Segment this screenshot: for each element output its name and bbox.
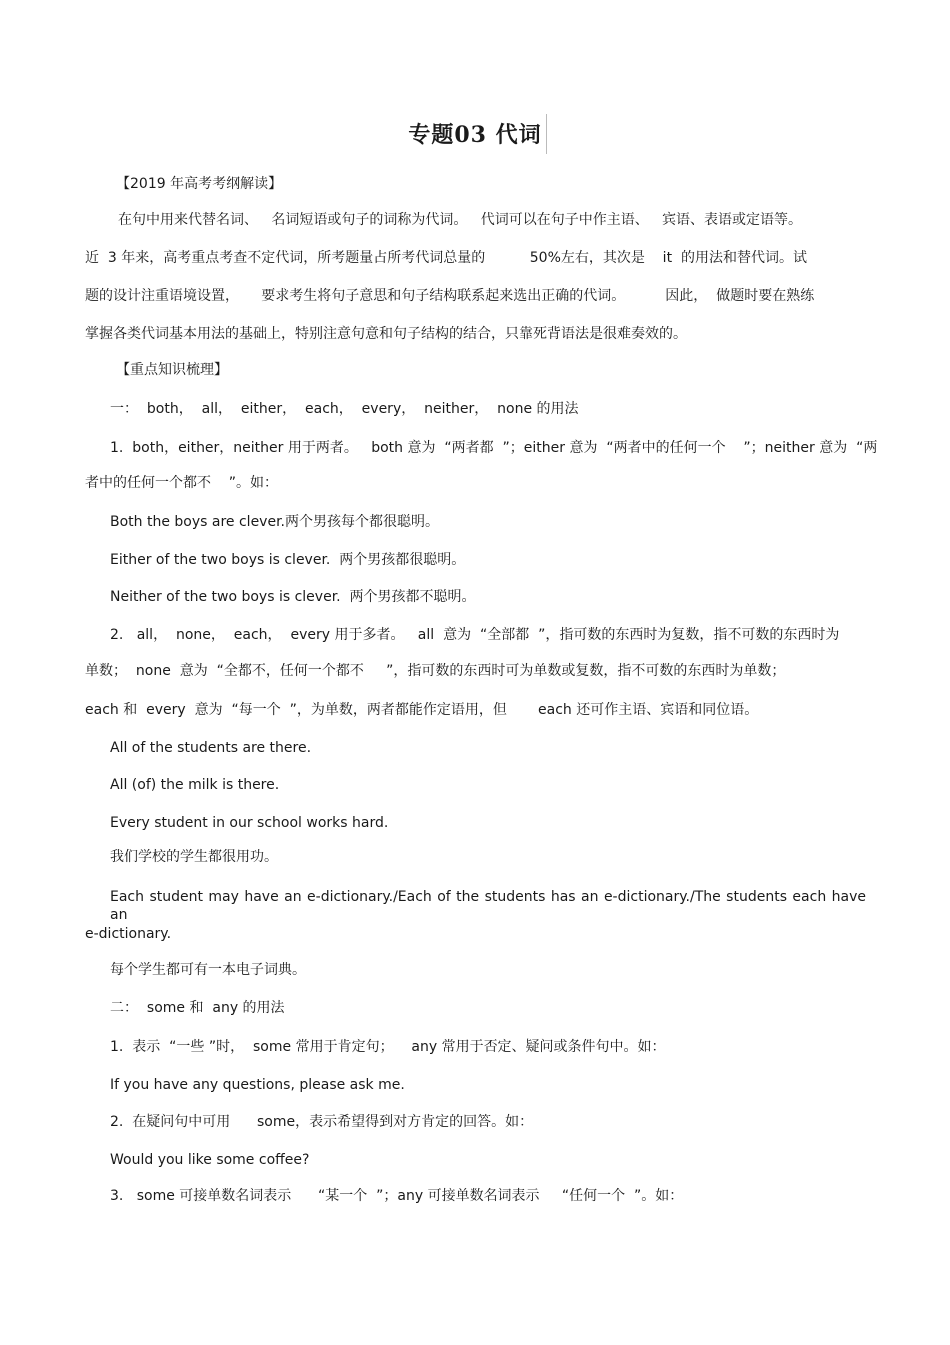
heading-some-any: 二： some 和 any 的用法 — [110, 1000, 285, 1016]
example-either: Either of the two boys is clever. 两个男孩都很聪明。 — [110, 552, 466, 568]
example-every-student: Every student in our school works hard. — [110, 815, 389, 831]
note-1-line-2: 者中的任何一个都不 ”。如： — [85, 475, 279, 491]
heading-both-all: 一： both， all， either， each， every， neither， none 的用法 — [110, 401, 579, 417]
example-every-translation: 我们学校的学生都很用功。 — [110, 849, 278, 865]
note-2-line-3: each 和 every 意为 “每一个 ”，为单数，两者都能作定语用，但 each 还可作主语、宾语和同位语。 — [85, 702, 759, 718]
title-container — [0, 118, 950, 149]
example-all-students: All of the students are there. — [110, 740, 312, 756]
example-neither: Neither of the two boys is clever. 两个男孩都不聪明。 — [110, 589, 476, 605]
text-cursor-divider — [546, 114, 547, 154]
some-note-3: 3. some 可接单数名词表示 “某一个 ”；any 可接单数名词表示 “任何一个 ”。如： — [110, 1188, 684, 1204]
example-both: Both the boys are clever.两个男孩每个都很聪明。 — [110, 514, 439, 530]
some-example-2: Would you like some coffee? — [110, 1152, 310, 1168]
note-1-line-1: 1. both，either，neither 用于两者。 both 意为 “两者都 ”；either 意为 “两者中的任何一个 ”；neither 意为 “两 — [110, 440, 878, 456]
some-note-1: 1. 表示 “一些 ”时， some 常用于肯定句； any 常用于否定、疑问或条件句中。如： — [110, 1039, 666, 1055]
note-2-line-2: 单数； none 意为 “全都不，任何一个都不 ”，指可数的东西时可为单数或复数，指不可数的东西时为单数； — [85, 663, 786, 679]
section-heading-points: 【重点知识梳理】 — [116, 362, 228, 378]
some-example-1: If you have any questions, please ask me. — [110, 1077, 405, 1093]
paragraph-line-3: 题的设计注重语境设置， 要求考生将句子意思和句子结构联系起来选出正确的代词。 因此， 做题时要在熟练 — [85, 288, 815, 304]
page-title: 专题03 代词 — [408, 122, 542, 148]
paragraph-line-1: 在句中用来代替名词、 名词短语或句子的词称为代词。 代词可以在句子中作主语、 宾语、表语或定语等。 — [118, 212, 803, 228]
example-each-line-2: e-dictionary. — [85, 926, 172, 942]
example-each-line-1: Each student may have an e-dictionary./Each of the students has an e-dictionary./The students each have an — [110, 889, 866, 923]
note-2-line-1: 2. all， none， each， every 用于多者。 all 意为 “全部都 ”，指可数的东西时为复数，指不可数的东西时为 — [110, 627, 840, 643]
some-note-2: 2. 在疑问句中可用 some，表示希望得到对方肯定的回答。如： — [110, 1114, 534, 1130]
paragraph-line-2: 近 3 年来，高考重点考查不定代词，所考题量占所考代词总量的 50%左右，其次是 it 的用法和替代词。试 — [85, 250, 807, 266]
paragraph-line-4: 掌握各类代词基本用法的基础上，特别注意句意和句子结构的结合，只靠死背语法是很难奏效的。 — [85, 326, 687, 342]
example-all-milk: All (of) the milk is there. — [110, 777, 280, 793]
section-heading-reading: 【2019 年高考考纲解读】 — [116, 176, 283, 192]
example-each-translation: 每个学生都可有一本电子词典。 — [110, 962, 306, 978]
